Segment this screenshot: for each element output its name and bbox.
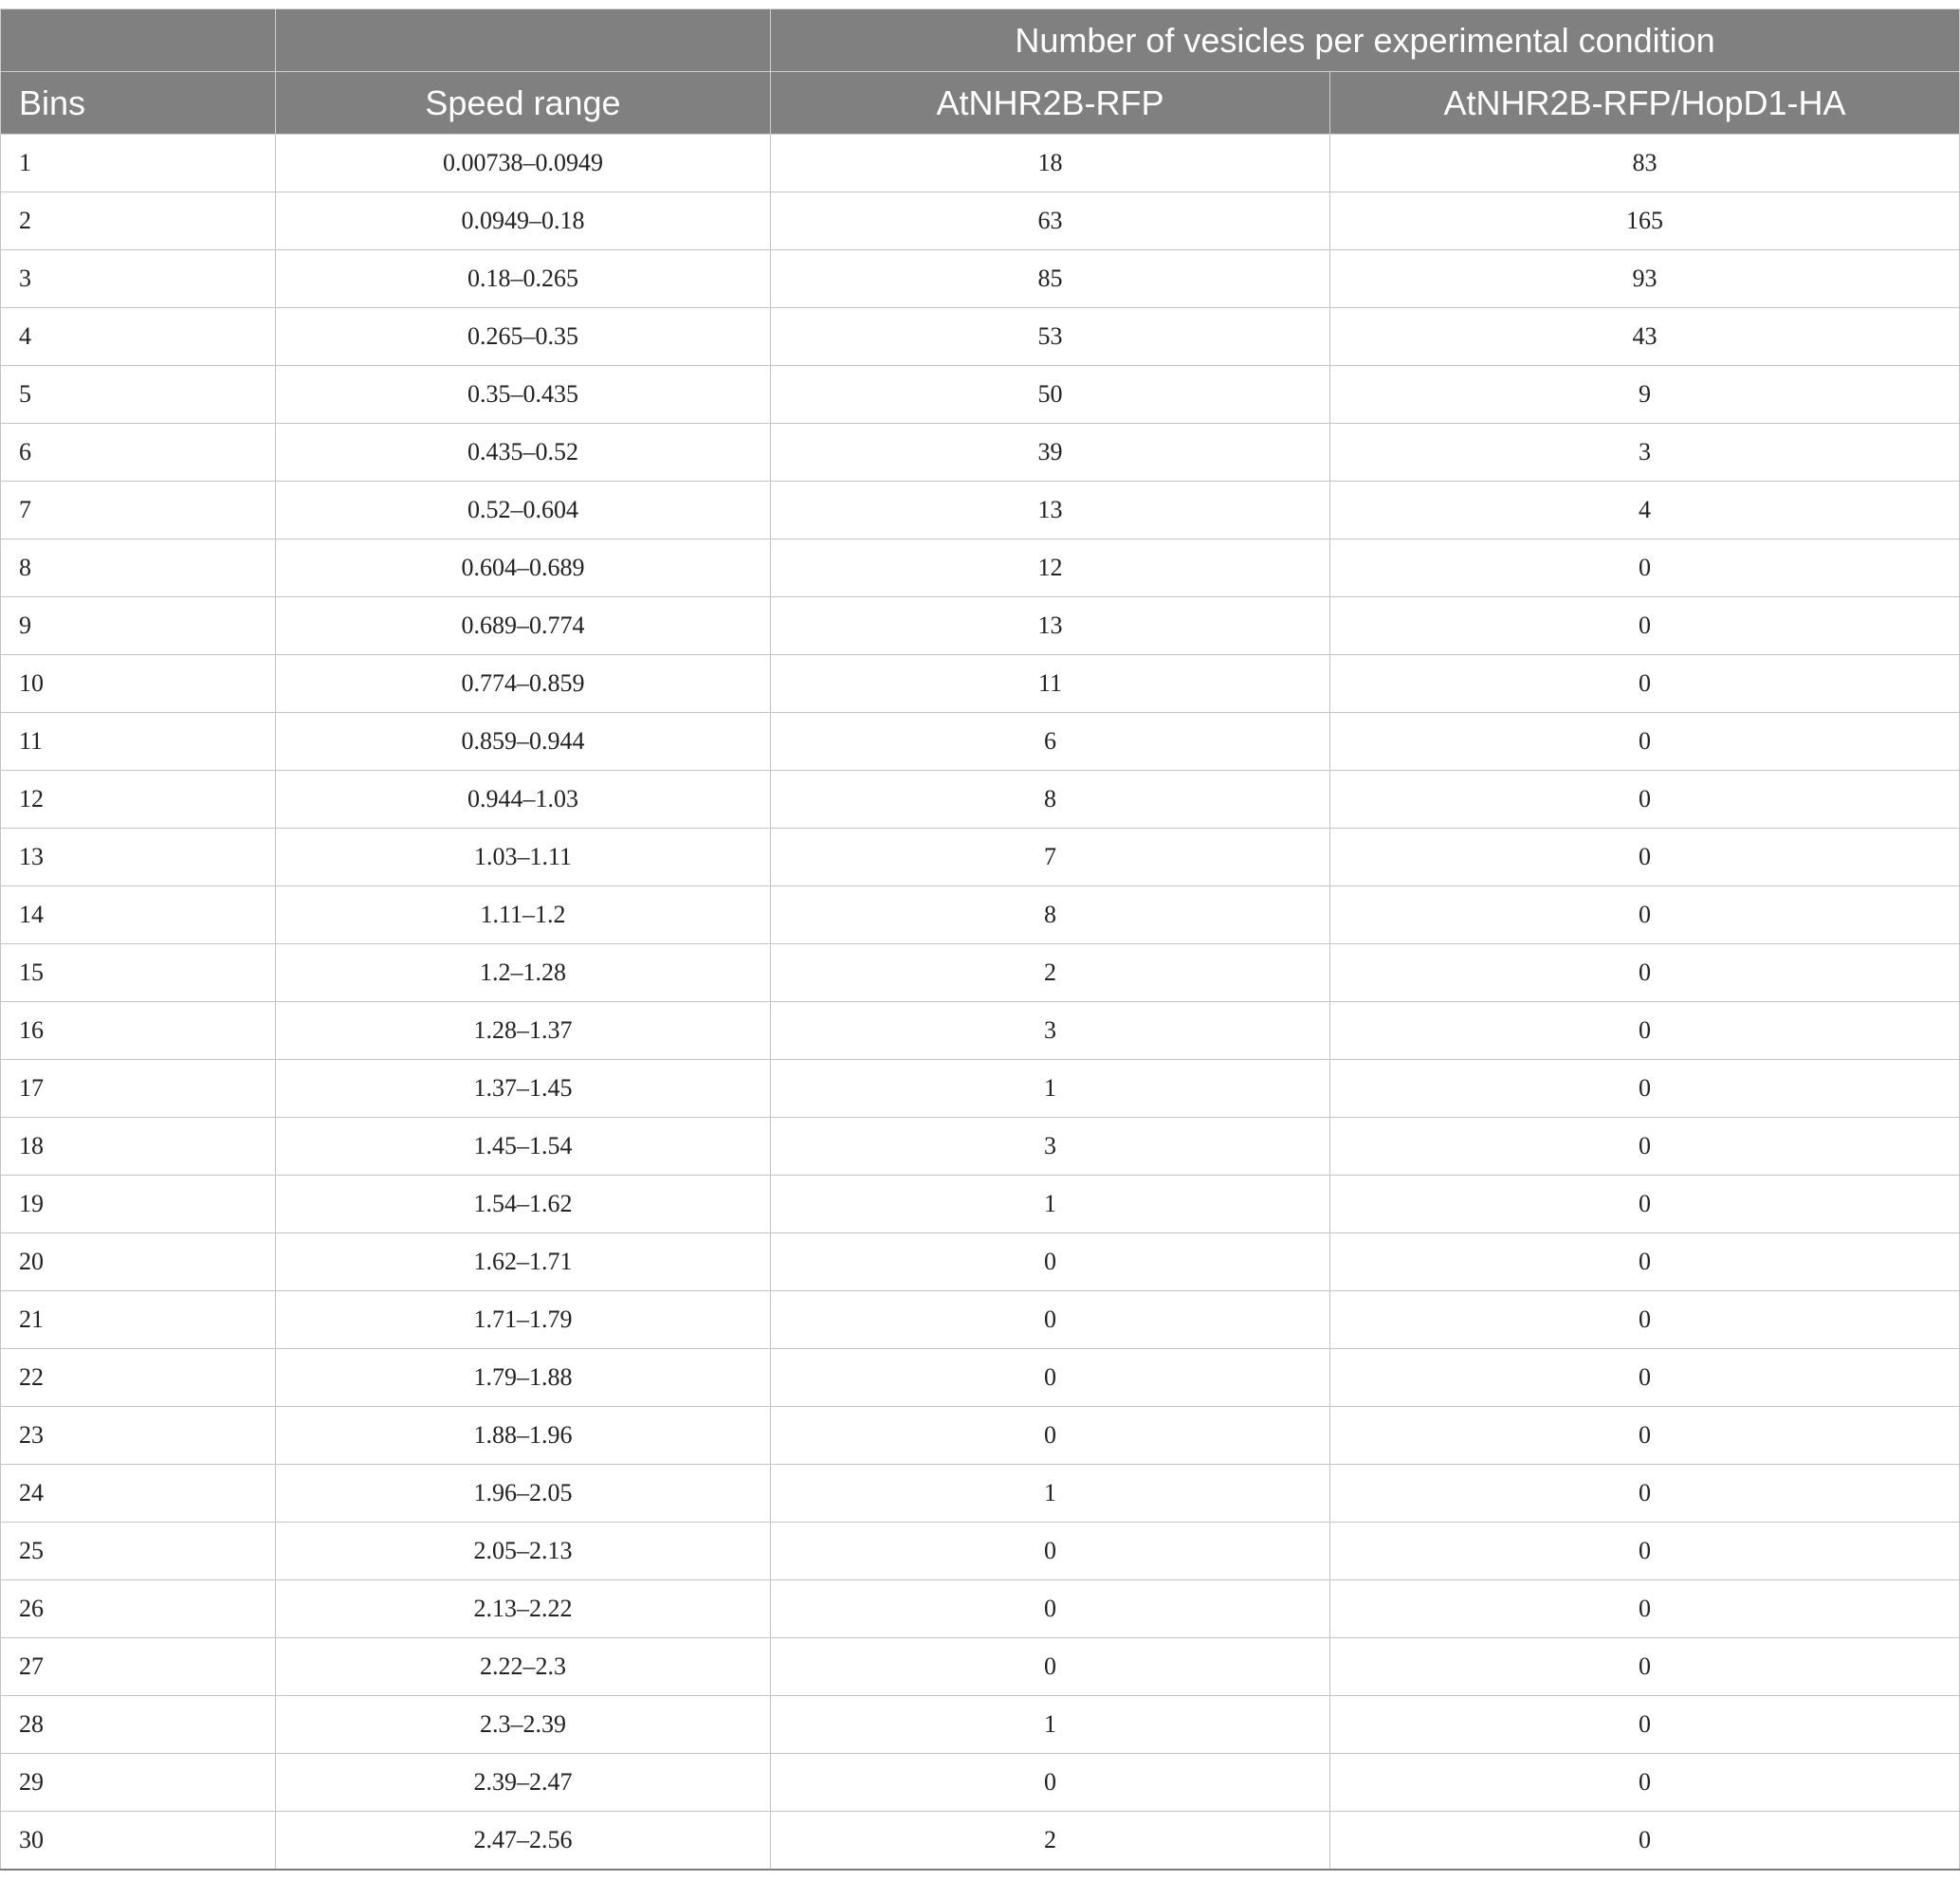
bin-cell: 3 [1,250,276,308]
atnhr2b-rfp-count-cell: 1 [771,1696,1330,1754]
speed-range-cell: 0.689–0.774 [276,597,771,655]
speed-range-cell: 0.52–0.604 [276,482,771,539]
atnhr2b-rfp-hopd1-ha-count-cell: 0 [1330,1060,1960,1118]
speed-range-cell: 2.39–2.47 [276,1754,771,1812]
atnhr2b-rfp-hopd1-ha-count-cell: 93 [1330,250,1960,308]
table-row [1,1754,1960,1812]
bin-cell: 21 [1,1291,276,1349]
table-row [1,1696,1960,1754]
atnhr2b-rfp-count-cell: 12 [771,539,1330,597]
bin-cell: 11 [1,713,276,771]
table-row [1,655,1960,713]
table-row [1,1407,1960,1465]
atnhr2b-rfp-hopd1-ha-count-cell: 0 [1330,1407,1960,1465]
table-row [1,135,1960,192]
atnhr2b-rfp-hopd1-ha-count-cell: 0 [1330,1349,1960,1407]
table-row [1,1060,1960,1118]
atnhr2b-rfp-count-cell: 53 [771,308,1330,366]
column-header-atnhr2b-rfp-hopd1-ha: AtNHR2B-RFP/HopD1-HA [1330,72,1960,135]
atnhr2b-rfp-hopd1-ha-count-cell: 0 [1330,539,1960,597]
table-row [1,366,1960,424]
header-row-group [1,9,1960,72]
speed-range-cell: 1.54–1.62 [276,1176,771,1233]
bin-cell: 17 [1,1060,276,1118]
bin-cell: 7 [1,482,276,539]
speed-range-cell: 0.0949–0.18 [276,192,771,250]
atnhr2b-rfp-count-cell: 1 [771,1465,1330,1523]
header-empty-cell [276,9,771,72]
atnhr2b-rfp-hopd1-ha-count-cell: 0 [1330,713,1960,771]
table-row [1,1812,1960,1871]
atnhr2b-rfp-hopd1-ha-count-cell: 3 [1330,424,1960,482]
atnhr2b-rfp-hopd1-ha-count-cell: 43 [1330,308,1960,366]
atnhr2b-rfp-count-cell: 85 [771,250,1330,308]
atnhr2b-rfp-count-cell: 2 [771,944,1330,1002]
speed-range-cell: 0.604–0.689 [276,539,771,597]
table-row [1,1580,1960,1638]
atnhr2b-rfp-hopd1-ha-count-cell: 0 [1330,1002,1960,1060]
atnhr2b-rfp-count-cell: 63 [771,192,1330,250]
bin-cell: 20 [1,1233,276,1291]
atnhr2b-rfp-hopd1-ha-count-cell: 0 [1330,655,1960,713]
atnhr2b-rfp-hopd1-ha-count-cell: 0 [1330,1580,1960,1638]
table-row [1,1176,1960,1233]
table-header [1,9,1960,135]
table-row [1,482,1960,539]
atnhr2b-rfp-count-cell: 39 [771,424,1330,482]
bin-cell: 18 [1,1118,276,1176]
atnhr2b-rfp-hopd1-ha-count-cell: 165 [1330,192,1960,250]
atnhr2b-rfp-count-cell: 1 [771,1176,1330,1233]
atnhr2b-rfp-count-cell: 0 [771,1233,1330,1291]
bin-cell: 12 [1,771,276,829]
bin-cell: 28 [1,1696,276,1754]
atnhr2b-rfp-hopd1-ha-count-cell: 0 [1330,829,1960,886]
atnhr2b-rfp-count-cell: 0 [771,1523,1330,1580]
atnhr2b-rfp-hopd1-ha-count-cell: 0 [1330,1523,1960,1580]
atnhr2b-rfp-hopd1-ha-count-cell: 0 [1330,1696,1960,1754]
speed-range-cell: 1.2–1.28 [276,944,771,1002]
atnhr2b-rfp-count-cell: 11 [771,655,1330,713]
bin-cell: 27 [1,1638,276,1696]
atnhr2b-rfp-count-cell: 6 [771,713,1330,771]
bin-cell: 26 [1,1580,276,1638]
atnhr2b-rfp-count-cell: 0 [771,1638,1330,1696]
speed-range-cell: 0.265–0.35 [276,308,771,366]
atnhr2b-rfp-count-cell: 0 [771,1754,1330,1812]
atnhr2b-rfp-hopd1-ha-count-cell: 0 [1330,1812,1960,1871]
table-row [1,829,1960,886]
speed-range-cell: 0.944–1.03 [276,771,771,829]
table-row [1,1638,1960,1696]
speed-range-cell: 1.28–1.37 [276,1002,771,1060]
atnhr2b-rfp-hopd1-ha-count-cell: 0 [1330,1465,1960,1523]
atnhr2b-rfp-count-cell: 1 [771,1060,1330,1118]
atnhr2b-rfp-count-cell: 50 [771,366,1330,424]
table-row [1,1349,1960,1407]
table-row [1,308,1960,366]
column-header-speed-range: Speed range [276,72,771,135]
bin-cell: 15 [1,944,276,1002]
bin-cell: 30 [1,1812,276,1871]
bin-cell: 5 [1,366,276,424]
atnhr2b-rfp-count-cell: 3 [771,1118,1330,1176]
group-header: Number of vesicles per experimental condition [771,9,1960,72]
data-table-container [0,9,1959,1871]
atnhr2b-rfp-hopd1-ha-count-cell: 0 [1330,1118,1960,1176]
atnhr2b-rfp-count-cell: 2 [771,1812,1330,1871]
atnhr2b-rfp-hopd1-ha-count-cell: 4 [1330,482,1960,539]
bin-cell: 14 [1,886,276,944]
speed-range-cell: 1.62–1.71 [276,1233,771,1291]
atnhr2b-rfp-count-cell: 13 [771,482,1330,539]
table-row [1,1233,1960,1291]
atnhr2b-rfp-hopd1-ha-count-cell: 9 [1330,366,1960,424]
atnhr2b-rfp-hopd1-ha-count-cell: 0 [1330,1233,1960,1291]
speed-range-cell: 1.11–1.2 [276,886,771,944]
atnhr2b-rfp-hopd1-ha-count-cell: 0 [1330,944,1960,1002]
bin-cell: 9 [1,597,276,655]
column-header-bins: Bins [1,72,276,135]
table-row [1,250,1960,308]
speed-range-cell: 0.00738–0.0949 [276,135,771,192]
speed-range-cell: 0.859–0.944 [276,713,771,771]
atnhr2b-rfp-hopd1-ha-count-cell: 0 [1330,597,1960,655]
speed-range-cell: 0.35–0.435 [276,366,771,424]
table-row [1,424,1960,482]
atnhr2b-rfp-count-cell: 7 [771,829,1330,886]
bin-cell: 6 [1,424,276,482]
table-row [1,771,1960,829]
vesicle-speed-table [0,9,1960,1871]
table-row [1,944,1960,1002]
table-row [1,713,1960,771]
column-header-atnhr2b-rfp: AtNHR2B-RFP [771,72,1330,135]
table-row [1,192,1960,250]
table-row [1,886,1960,944]
table-row [1,597,1960,655]
bin-cell: 24 [1,1465,276,1523]
atnhr2b-rfp-hopd1-ha-count-cell: 0 [1330,1291,1960,1349]
speed-range-cell: 2.13–2.22 [276,1580,771,1638]
speed-range-cell: 2.22–2.3 [276,1638,771,1696]
atnhr2b-rfp-hopd1-ha-count-cell: 0 [1330,1176,1960,1233]
bin-cell: 13 [1,829,276,886]
atnhr2b-rfp-count-cell: 8 [771,771,1330,829]
speed-range-cell: 1.79–1.88 [276,1349,771,1407]
speed-range-cell: 0.18–0.265 [276,250,771,308]
speed-range-cell: 1.37–1.45 [276,1060,771,1118]
table-row [1,1118,1960,1176]
speed-range-cell: 1.71–1.79 [276,1291,771,1349]
atnhr2b-rfp-count-cell: 0 [771,1407,1330,1465]
atnhr2b-rfp-count-cell: 0 [771,1349,1330,1407]
bin-cell: 19 [1,1176,276,1233]
bin-cell: 10 [1,655,276,713]
atnhr2b-rfp-hopd1-ha-count-cell: 83 [1330,135,1960,192]
atnhr2b-rfp-count-cell: 3 [771,1002,1330,1060]
speed-range-cell: 1.88–1.96 [276,1407,771,1465]
bin-cell: 23 [1,1407,276,1465]
speed-range-cell: 0.774–0.859 [276,655,771,713]
atnhr2b-rfp-count-cell: 18 [771,135,1330,192]
bin-cell: 25 [1,1523,276,1580]
table-row [1,1291,1960,1349]
header-empty-cell [1,9,276,72]
atnhr2b-rfp-count-cell: 13 [771,597,1330,655]
atnhr2b-rfp-count-cell: 0 [771,1291,1330,1349]
atnhr2b-rfp-count-cell: 8 [771,886,1330,944]
table-row [1,1523,1960,1580]
speed-range-cell: 2.3–2.39 [276,1696,771,1754]
speed-range-cell: 1.96–2.05 [276,1465,771,1523]
bin-cell: 8 [1,539,276,597]
table-row [1,1465,1960,1523]
bin-cell: 22 [1,1349,276,1407]
atnhr2b-rfp-hopd1-ha-count-cell: 0 [1330,886,1960,944]
bin-cell: 29 [1,1754,276,1812]
bin-cell: 2 [1,192,276,250]
bin-cell: 16 [1,1002,276,1060]
speed-range-cell: 1.45–1.54 [276,1118,771,1176]
table-row [1,539,1960,597]
atnhr2b-rfp-count-cell: 0 [771,1580,1330,1638]
header-row-columns [1,72,1960,135]
atnhr2b-rfp-hopd1-ha-count-cell: 0 [1330,771,1960,829]
atnhr2b-rfp-hopd1-ha-count-cell: 0 [1330,1754,1960,1812]
table-body [1,135,1960,1871]
speed-range-cell: 2.05–2.13 [276,1523,771,1580]
table-row [1,1002,1960,1060]
speed-range-cell: 2.47–2.56 [276,1812,771,1871]
bin-cell: 4 [1,308,276,366]
bin-cell: 1 [1,135,276,192]
atnhr2b-rfp-hopd1-ha-count-cell: 0 [1330,1638,1960,1696]
speed-range-cell: 0.435–0.52 [276,424,771,482]
speed-range-cell: 1.03–1.11 [276,829,771,886]
